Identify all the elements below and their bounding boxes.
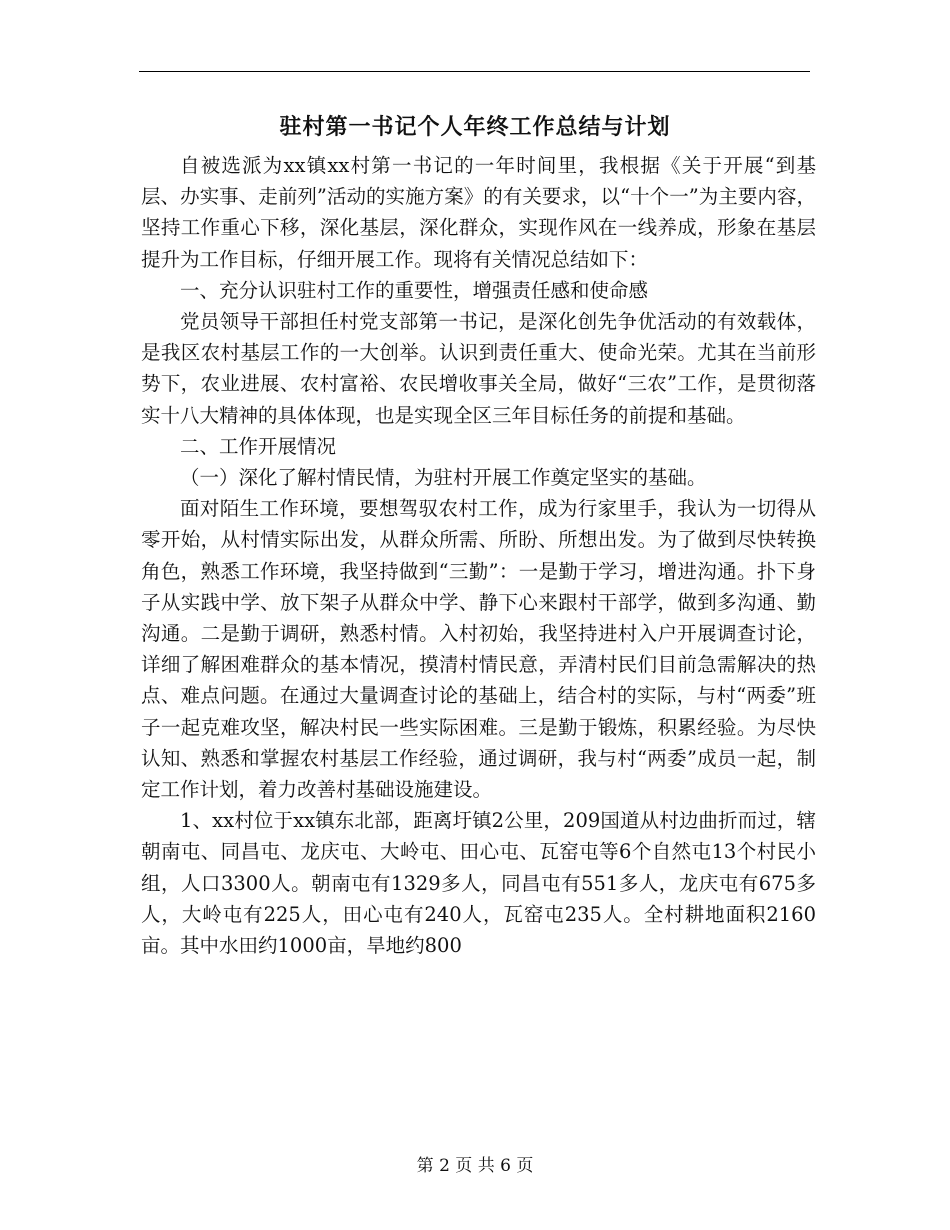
header-rule [139, 71, 810, 72]
page-footer: 第 2 页 共 6 页 [416, 1156, 534, 1176]
document-body [141, 150, 816, 961]
section-heading-1: 一、充分认识驻村工作的重要性，增强责任感和使命感 [180, 278, 649, 302]
section-heading-2: 二、工作开展情况 [180, 434, 337, 458]
subsection-heading-1: （一）深化了解村情民情，为驻村开展工作奠定坚实的基础。 [180, 466, 707, 490]
body-paragraph-intro: 自被选派为xx镇xx村第一书记的一年时间里，我根据《关于开展“到基层、办实事、走前列”活动的实施方案》的有关要求，以“十个一”为主要内容，坚持工作重心下移，深化基层，深化群众，实现作风在一线养成，形象在基层提升为工作目标，仔细开展工作。现将有关情况总结如下： [141, 154, 816, 271]
body-paragraph-importance: 党员领导干部担任村党支部第一书记，是深化创先争优活动的有效载体，是我区农村基层工作的一大创举。认识到责任重大、使命光荣。尤其在当前形势下，农业进展、农村富裕、农民增收事关全局，做好“三农”工作，是贯彻落实十八大精神的具体体现，也是实现全区三年目标任务的前提和基础。 [141, 310, 816, 427]
body-paragraph-three-diligence: 面对陌生工作环境，要想驾驭农村工作，成为行家里手，我认为一切得从零开始，从村情实际出发，从群众所需、所盼、所想出发。为了做到尽快转换角色，熟悉工作环境，我坚持做到“三勤”：一是勤于学习，增进沟通。扑下身子从实践中学、放下架子从群众中学、静下心来跟村干部学，做到多沟通、勤沟通。二是勤于调研，熟悉村情。入村初始，我坚持进村入户开展调查讨论，详细了解困难群众的基本情况，摸清村情民意，弄清村民们目前急需解决的热点、难点问题。在通过大量调查讨论的基础上，结合村的实际，与村“两委”班子一起克难攻坚，解决村民一些实际困难。三是勤于锻炼，积累经验。为尽快认知、熟悉和掌握农村基层工作经验，通过调研，我与村“两委”成员一起，制定工作计划，着力改善村基础设施建设。 [141, 497, 816, 802]
body-paragraph-village-profile: 1、xx村位于xx镇东北部，距离圩镇2公里，209国道从村边曲折而过，辖朝南屯、同昌屯、龙庆屯、大岭屯、田心屯、瓦窑屯等6个自然屯13个村民小组，人口3300人。朝南屯有1329多人，同昌屯有551多人，龙庆屯有675多人，大岭屯有225人，田心屯有240人，瓦窑屯235人。全村耕地面积2160亩。其中水田约1000亩，旱地约800 [141, 809, 816, 958]
document-title: 驻村第一书记个人年终工作总结与计划 [279, 115, 671, 140]
